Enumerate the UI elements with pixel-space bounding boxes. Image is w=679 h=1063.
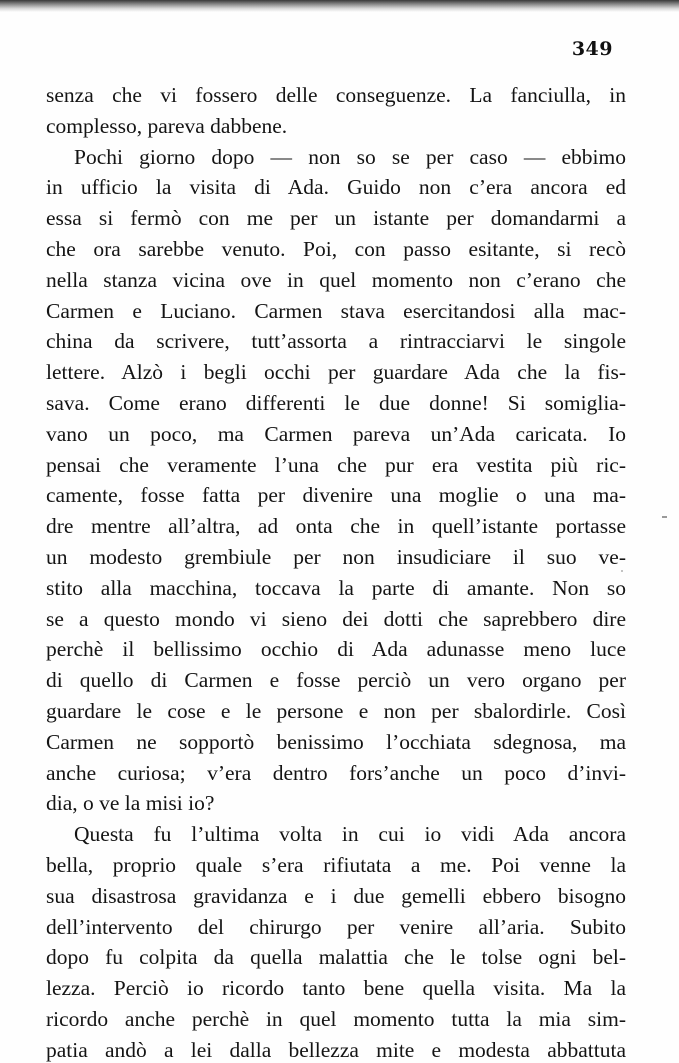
text-line: ricordo anche perchè in quel momento tutta la mia sim-	[46, 1006, 626, 1031]
text-line: se a questo mondo vi sieno dei dotti che saprebbero dire	[46, 606, 626, 631]
text-line: lezza. Perciò io ricordo tanto bene quella visita. Ma la	[46, 976, 626, 1001]
text-line: essa si fermò con me per un istante per domandarmi a	[46, 206, 626, 231]
text-line: camente, fosse fatta per divenire una moglie o una ma-	[46, 483, 626, 508]
text-line: dia, o ve la misi io?	[46, 791, 215, 816]
text-line: bella, proprio quale s’era rifiutata a me. Poi venne la	[46, 852, 626, 877]
text-line: sua disastrosa gravidanza e i due gemelli ebbero bisogno	[46, 883, 626, 908]
text-line: china da scrivere, tutt’assorta a rintracciarvi le singole	[46, 329, 626, 354]
text-line: perchè il bellissimo occhio di Ada adunasse meno luce	[46, 637, 626, 662]
margin-mark	[662, 516, 667, 518]
margin-speck	[621, 570, 623, 572]
text-line: Carmen e Luciano. Carmen stava esercitandosi alla mac-	[46, 298, 626, 323]
text-line: che ora sarebbe venuto. Poi, con passo esitante, si recò	[46, 236, 626, 261]
text-line: senza che vi fossero delle conseguenze. La fanciulla, in	[46, 83, 626, 107]
text-line: nella stanza vicina ove in quel momento non c’erano che	[46, 267, 626, 292]
text-line: dre mentre all’altra, ad onta che in quell’istante portasse	[46, 514, 626, 539]
text-line: dell’intervento del chirurgo per venire all’aria. Subito	[46, 914, 626, 939]
text-line: Questa fu l’ultima volta in cui io vidi Ada ancora	[74, 822, 626, 847]
text-line: guardare le cose e le persone e non per sbalordirle. Così	[46, 698, 626, 723]
text-line: pensai che veramente l’una che pur era vestita più ric-	[46, 452, 626, 477]
text-line: patia andò a lei dalla bellezza mite e modesta abbattuta	[46, 1037, 626, 1062]
text-line: anche curiosa; v’era dentro fors’anche un poco d’invi-	[46, 760, 626, 785]
text-line: in ufficio la visita di Ada. Guido non c’era ancora ed	[46, 175, 626, 200]
text-line: lettere. Alzò i begli occhi per guardare Ada che la fis-	[46, 360, 626, 385]
text-line: Pochi giorno dopo — non so se per caso — ebbimo	[74, 144, 626, 169]
text-line: complesso, pareva dabbene.	[46, 113, 288, 138]
scan-edge-shadow	[0, 0, 679, 12]
page-number: 349	[571, 38, 613, 60]
text-line: di quello di Carmen e fosse perciò un vero organo per	[46, 668, 626, 693]
text-line: un modesto grembiule per non insudiciare il suo ve-	[46, 544, 626, 569]
text-line: stito alla macchina, toccava la parte di amante. Non so	[46, 575, 626, 600]
body-text	[46, 80, 626, 1063]
text-line: Carmen ne sopportò benissimo l’occhiata sdegnosa, ma	[46, 729, 626, 754]
text-line: dopo fu colpita da quella malattia che le tolse ogni bel-	[46, 945, 626, 970]
text-line: sava. Come erano differenti le due donne! Si somiglia-	[46, 390, 626, 415]
text-line: vano un poco, ma Carmen pareva un’Ada caricata. Io	[46, 421, 626, 446]
